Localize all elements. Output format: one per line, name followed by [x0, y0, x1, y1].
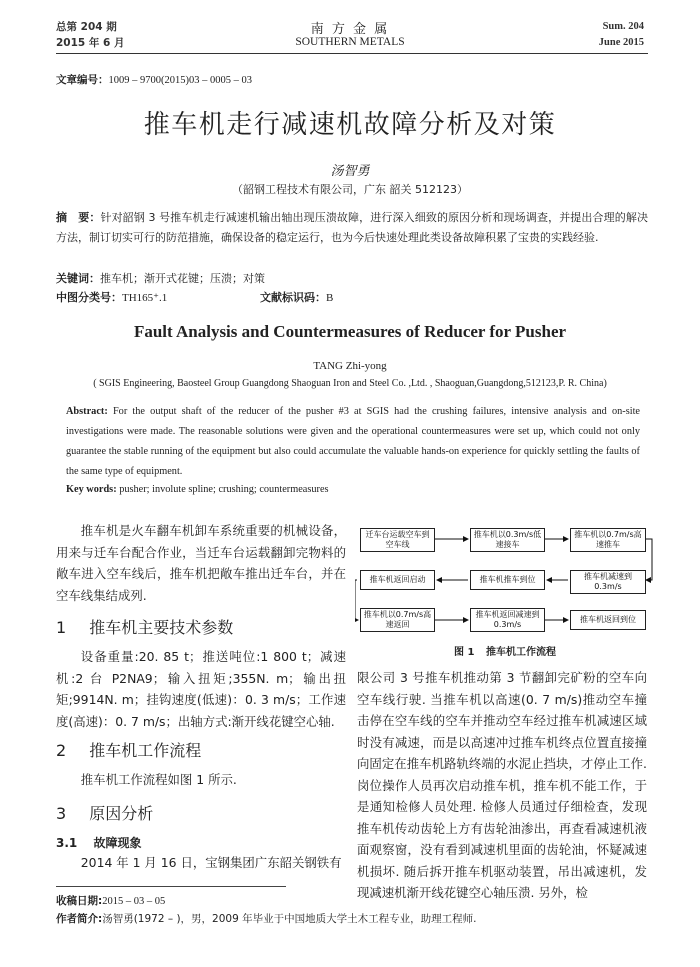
keywords-cn-text: 推车机；渐开式花键；压溃；对策 [100, 272, 265, 285]
author-bio-text: 汤智勇(1972 – )，男，2009 年毕业于中国地质大学土木工程专业，助理工程师. [102, 913, 477, 925]
author-cn: 汤智勇 [330, 164, 370, 179]
section-2-title: 推车机工作流程 [89, 741, 202, 760]
author-bio [56, 911, 476, 926]
issue-number-cn: 总第 204 期 [56, 21, 117, 33]
clc-label: 中图分类号： [56, 291, 122, 304]
doc-code [260, 289, 333, 305]
abstract-en [66, 402, 640, 482]
section-3-heading [56, 801, 153, 824]
flow-box-3: 推车机以0.7m/s高速推车 [570, 528, 646, 552]
flow-box-1: 迁车台运载空车到空车线 [360, 528, 435, 552]
flow-box-2: 推车机以0.3m/s低速接车 [470, 528, 545, 552]
author-en: TANG Zhi-yong [313, 360, 387, 372]
abstract-cn-label: 摘 要： [56, 211, 101, 224]
keywords-cn [56, 270, 265, 286]
figure-1-caption [355, 643, 655, 658]
section-3-1-heading [56, 834, 141, 851]
section-2-heading [56, 738, 201, 761]
section-2-text: 推车机工作流程如图 1 所示. [80, 772, 237, 787]
flow-box-8: 推车机返回减速到0.3m/s [470, 608, 545, 632]
header-rule [56, 53, 648, 54]
flow-box-4: 推车机减速到0.3m/s [570, 570, 646, 594]
journal-name-en: SOUTHERN METALS [295, 36, 405, 48]
section-1-title: 推车机主要技术参数 [89, 618, 234, 637]
issue-sum-en: Sum. 204 [602, 21, 644, 32]
section-3-number: 3 [56, 804, 67, 823]
article-id [56, 72, 252, 87]
title-en: Fault Analysis and Countermeasures of Reducer for Pusher [133, 322, 567, 341]
footnote-rule [56, 886, 286, 887]
intro-paragraph: 推车机是火车翻车机卸车系统重要的机械设备，用来与迁车台配合作业，当迁车台运载翻卸完物料的敞车进入空车线后，推车机把敞车推出迁车台，并在空车线集结成列. [56, 523, 346, 603]
title-cn: 推车机走行减速机故障分析及对策 [143, 110, 557, 140]
abstract-cn-text: 针对韶钢 3 号推车机走行减速机输出轴出现压溃故障，进行深入细致的原因分析和现场调查，并提出合理的解决方法，制订切实可行的防范措施，确保设备的稳定运行，也为今后快速处理此类设备故障积累了宝贵的实践经验. [56, 211, 648, 244]
doc-code-value: B [326, 292, 334, 304]
abstract-en-text: For the output shaft of the reducer of the pusher #3 at SGIS had the crushing failures, intensive analysis and on-site investigations were made. The reasonable solutions were given and the operational countermeasures were set up, which could not only guarantee the stable running of the equipment but also could accumulate the valuable hands-on experience for quickly settling the faults of the same type of equipment. [66, 406, 640, 477]
received-label: 收稿日期: [56, 895, 103, 907]
keywords-cn-label: 关键词： [56, 272, 100, 285]
clc-value: TH165⁺.1 [122, 292, 168, 304]
section-1-number: 1 [56, 618, 67, 637]
issue-date-en: June 2015 [598, 37, 644, 48]
flow-box-6: 推车机返回启动 [360, 570, 435, 590]
keywords-en [66, 484, 329, 495]
flow-box-5: 推车机推车到位 [470, 570, 545, 590]
section-1-text: 设备重量:20. 85 t；推送吨位:1 800 t；减速机:2 台 P2NA9；输入扭矩;355N. m；输出扭矩;9914N. m；挂钩速度(低速)：0. 3 m/s；工作速度(高速)：0. 7 m/s；出轴方式:渐开线花键空心轴. [56, 649, 346, 729]
section-3-1-number: 3.1 [56, 836, 78, 850]
issue-date-cn: 2015 年 6 月 [56, 37, 125, 49]
section-3-1-text: 2014 年 1 月 16 日，宝钢集团广东韶关钢铁有 [80, 855, 342, 870]
abstract-en-label: Abstract: [66, 406, 108, 417]
received-value: 2015 – 03 – 05 [102, 896, 166, 907]
section-3-1-title: 故障现象 [93, 836, 142, 850]
right-column-text: 限公司 3 号推车机推动第 3 节翻卸完矿粉的空车向空车线行驶. 当推车机以高速(0. 7 m/s)推动空车撞击停在空车线的空车并推动空车经过推车机减速区域时没有减速，而是以高速冲过推车机终点位置直接撞向固定在推车机路轨终端的水泥止挡块，才停止工作. 岗位操作人员再次启动推车机，推车机不能工作，于是通知检修人员处理. 检修人员通过仔细检查，发现推车机传动齿轮上方有齿轮油渗出，再查看减速机液面观察窗，没有看到减速机里面的齿轮油，怀疑减速机损坏. 随后拆开推车机驱动装置，吊出减速机，发现减速机渐开线花键空心轴压溃. 另外，检 [357, 670, 647, 900]
keywords-en-text: pusher; involute spline; crushing; countermeasures [119, 484, 329, 495]
clc-number [56, 289, 167, 305]
keywords-en-label: Key words: [66, 484, 117, 495]
figure-1-number: 图 1 [454, 647, 475, 658]
article-id-value: 1009 – 9700(2015)03 – 0005 – 03 [108, 75, 252, 86]
flow-box-9: 推车机返回到位 [570, 610, 646, 630]
abstract-cn [56, 208, 648, 248]
flow-box-7: 推车机以0.7m/s高速返回 [360, 608, 435, 632]
article-id-label: 文章编号： [56, 74, 109, 86]
affiliation-cn: （韶钢工程技术有限公司，广东 韶关 512123） [232, 183, 468, 196]
doc-code-label: 文献标识码： [260, 291, 326, 304]
figure-1-title: 推车机工作流程 [485, 647, 556, 658]
journal-name-cn: 南 方 金 属 [310, 22, 390, 37]
section-1-heading [56, 615, 233, 638]
affiliation-en: ( SGIS Engineering, Baosteel Group Guangdong Shaoguan Iron and Steel Co. ,Ltd. , Shaoguan,Guangdong,512123,P. R. China) [93, 378, 607, 389]
author-bio-label: 作者简介: [56, 913, 103, 925]
section-3-title: 原因分析 [89, 804, 154, 823]
section-2-number: 2 [56, 741, 67, 760]
received-date [56, 893, 165, 908]
